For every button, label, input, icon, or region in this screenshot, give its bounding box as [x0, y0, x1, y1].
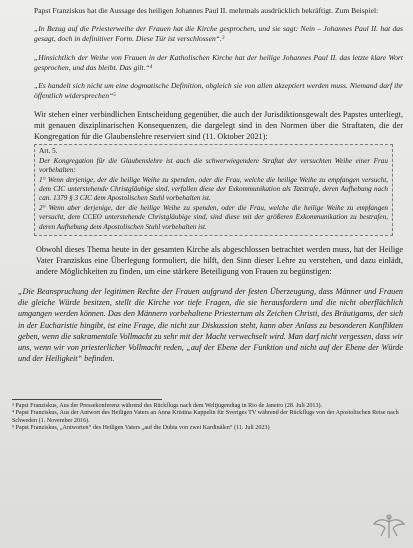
body-paragraph-2: Obwohl dieses Thema heute in der gesamten Kirche als abgeschlossen betrachtet werden muss, hat der Heilige Vater Franziskus eine Überlegung formuliert, die hilft, den Sinn dieser Lehre zu verstehen, und dazu einlädt, andere Möglichkeiten zu finden, um eine stärkere Beteiligung von Frauen zu begünstigen:	[36, 245, 403, 277]
intro-paragraph: Papst Franziskus hat die Aussage des heiligen Johannes Paul II. mehrmals ausdrücklich bekräftigt. Zum Beispiel:	[34, 6, 379, 15]
heraldic-eagle-icon	[371, 512, 407, 542]
footnote-3: ³ Papst Franziskus, Aus der Pressekonferenz während des Rückflugs nach dem Weltjugendtag in Rio de Janeiro (28. Juli 2013).	[12, 402, 323, 409]
footnote-5: ⁵ Papst Franziskus, „Antworten“ des Heiligen Vaters „auf die Dubia von zwei Kardinälen“ (11. Juli 2023)	[12, 425, 270, 432]
footnote-ref-3: 3	[221, 36, 225, 42]
quote-2: „Hinsichtlich der Weihe von Frauen in der Katholischen Kirche hat der heilige Johannes Paul II. das letzte klare Wort gesprochen, und das bleibt. Das gilt.“$^4$	[34, 52, 403, 72]
footnote-divider	[12, 399, 162, 400]
footnote-ref-4: 4	[149, 64, 153, 70]
final-quote: „Die Beanspruchung der legitimen Rechte der Frauen aufgrund der festen Überzeugung, dass Männer und Frauen die gleiche Würde besitzen, stellt die Kirche vor tiefe Fragen, die sie herausfordern und die nicht oberflächlich umgangen werden können. Das den Männern vorbehaltene Priestertum als Zeichen Christi, des Bräutigams, der sich in der Eucharistie hingibt, ist eine Frage, die nicht zur Diskussion steht, kann aber Anlass zu besonderen Konflikten geben, wenn die sakramentale Vollmacht zu sehr mit der Macht verwechselt wird. Man darf nicht vergessen, dass wir uns, wenn wir von priesterlicher Vollmacht reden, „auf der Ebene der Funktion und nicht auf der Ebene der Würde und der Heiligkeit“ befinden.	[18, 287, 403, 364]
article-line-intro: Der Kongregation für die Glaubenslehre ist auch die schwerwiegendere Straftat der versuchten Weihe einer Frau vorbehalten:	[39, 156, 388, 175]
footnote-ref-5: 5	[113, 93, 116, 99]
article-line-2: 2° Wenn aber derjenige, der die heilige Weihe zu spenden, oder die Frau, welche die heilige Weihe zu empfangen versucht, dem CCEO unterstehende Christgläubige sind, sind diese mit der größeren Exkommunikation zu bestrafen, deren Aufhebung dem Apostolischen Stuhl vorbehalten ist.	[39, 203, 388, 231]
article-line-1: 1° Wenn derjenige, der die heilige Weihe zu spenden, oder die Frau, welche die heilige Weihe zu empfangen versucht, dem CIC unterstehende Christgläubige sind, verfallen diese der Exkommunikation als Tatstrafe, deren Aufhebung nach can. 1379 § 3 CIC dem Apostolischen Stuhl vorbehalten ist.	[39, 175, 388, 203]
article-title: Art. 5.	[39, 147, 58, 156]
footnotes	[6, 403, 403, 433]
quote-3: „Es handelt sich nicht um eine dogmatische Definition, obgleich sie von allen akzeptiert werden muss. Niemand darf ihr öffentlich widersprechen“$^5$	[34, 81, 403, 101]
article-box	[34, 144, 393, 236]
footnote-4: ⁴ Papst Franziskus, Aus der Antwort des Heiligen Vaters an Anna Kristina Kappelin für Sveriges TV während der Rückflugs von der Apostolischen Reise nach Schweden (1. November 2016).	[12, 410, 399, 424]
quote-1: „In Bezug auf die Priesterweihe der Frauen hat die Kirche gesprochen, und sie sagt: Nein – Johannes Paul II. hat das gesagt, doch in definitiver Form. Diese Tür ist verschlossen“.$^3$	[34, 24, 403, 44]
statement-paragraph: Wir stehen einer verbindlichen Entscheidung gegenüber, die auch der Jurisdiktionsgewalt des Papstes unterliegt, mit genauen disziplinarischen Konsequenzen, die dargelegt sind in den Normen über die Straftaten, die der Kongregation für die Glaubenslehre reserviert sind (11. Oktober 2021):	[34, 110, 403, 142]
